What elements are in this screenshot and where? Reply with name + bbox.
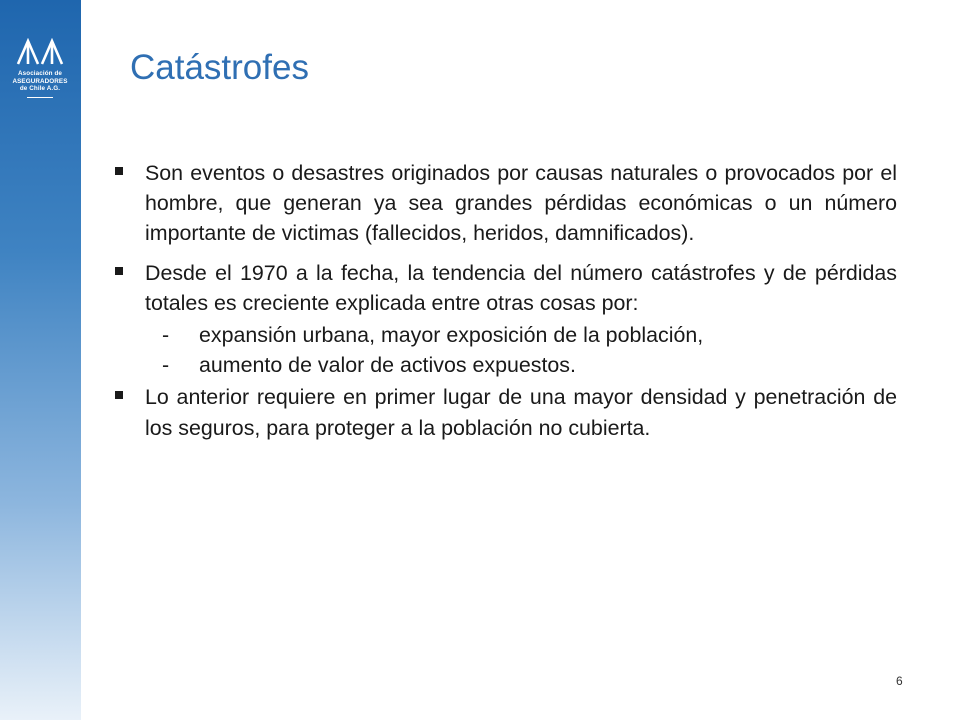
square-bullet-icon — [115, 167, 123, 175]
dash-marker: - — [162, 323, 170, 348]
square-bullet-icon — [115, 391, 123, 399]
bullet-item — [115, 382, 897, 442]
bullet-text: Son eventos o desastres originados por causas naturales o provocados por el hombre, que generan ya sea grandes pérdidas económicas o un número importante de victimas (fallecidos, heridos, damnificados). — [145, 161, 897, 246]
sub-item — [115, 320, 897, 350]
sidebar-band — [0, 0, 81, 720]
sub-item-text: expansión urbana, mayor exposición de la población, — [199, 323, 704, 348]
columns-logo-icon — [15, 38, 65, 66]
bullet-item — [115, 158, 897, 249]
page-number: 6 — [896, 674, 903, 688]
logo-line-1: Asociación de — [18, 70, 62, 77]
bullet-text: Lo anterior requiere en primer lugar de una mayor densidad y penetración de los seguros, para proteger a la población no cubierta. — [145, 385, 897, 440]
slide-title: Catástrofes — [130, 48, 309, 87]
bullet-text: Desde el 1970 a la fecha, la tendencia del número catástrofes y de pérdidas totales es creciente explicada entre otras cosas por: — [145, 260, 897, 315]
bullet-item — [115, 258, 897, 318]
sub-list — [115, 320, 897, 380]
logo-underline — [27, 97, 53, 98]
slide-content — [115, 158, 897, 452]
dash-marker: - — [162, 353, 170, 378]
company-logo — [6, 38, 74, 98]
sub-item-text: aumento de valor de activos expuestos. — [199, 353, 576, 378]
sub-item — [115, 350, 897, 380]
logo-line-3: de Chile A.G. — [19, 85, 61, 93]
logo-line-2: ASEGURADORES — [12, 77, 68, 85]
square-bullet-icon — [115, 267, 123, 275]
